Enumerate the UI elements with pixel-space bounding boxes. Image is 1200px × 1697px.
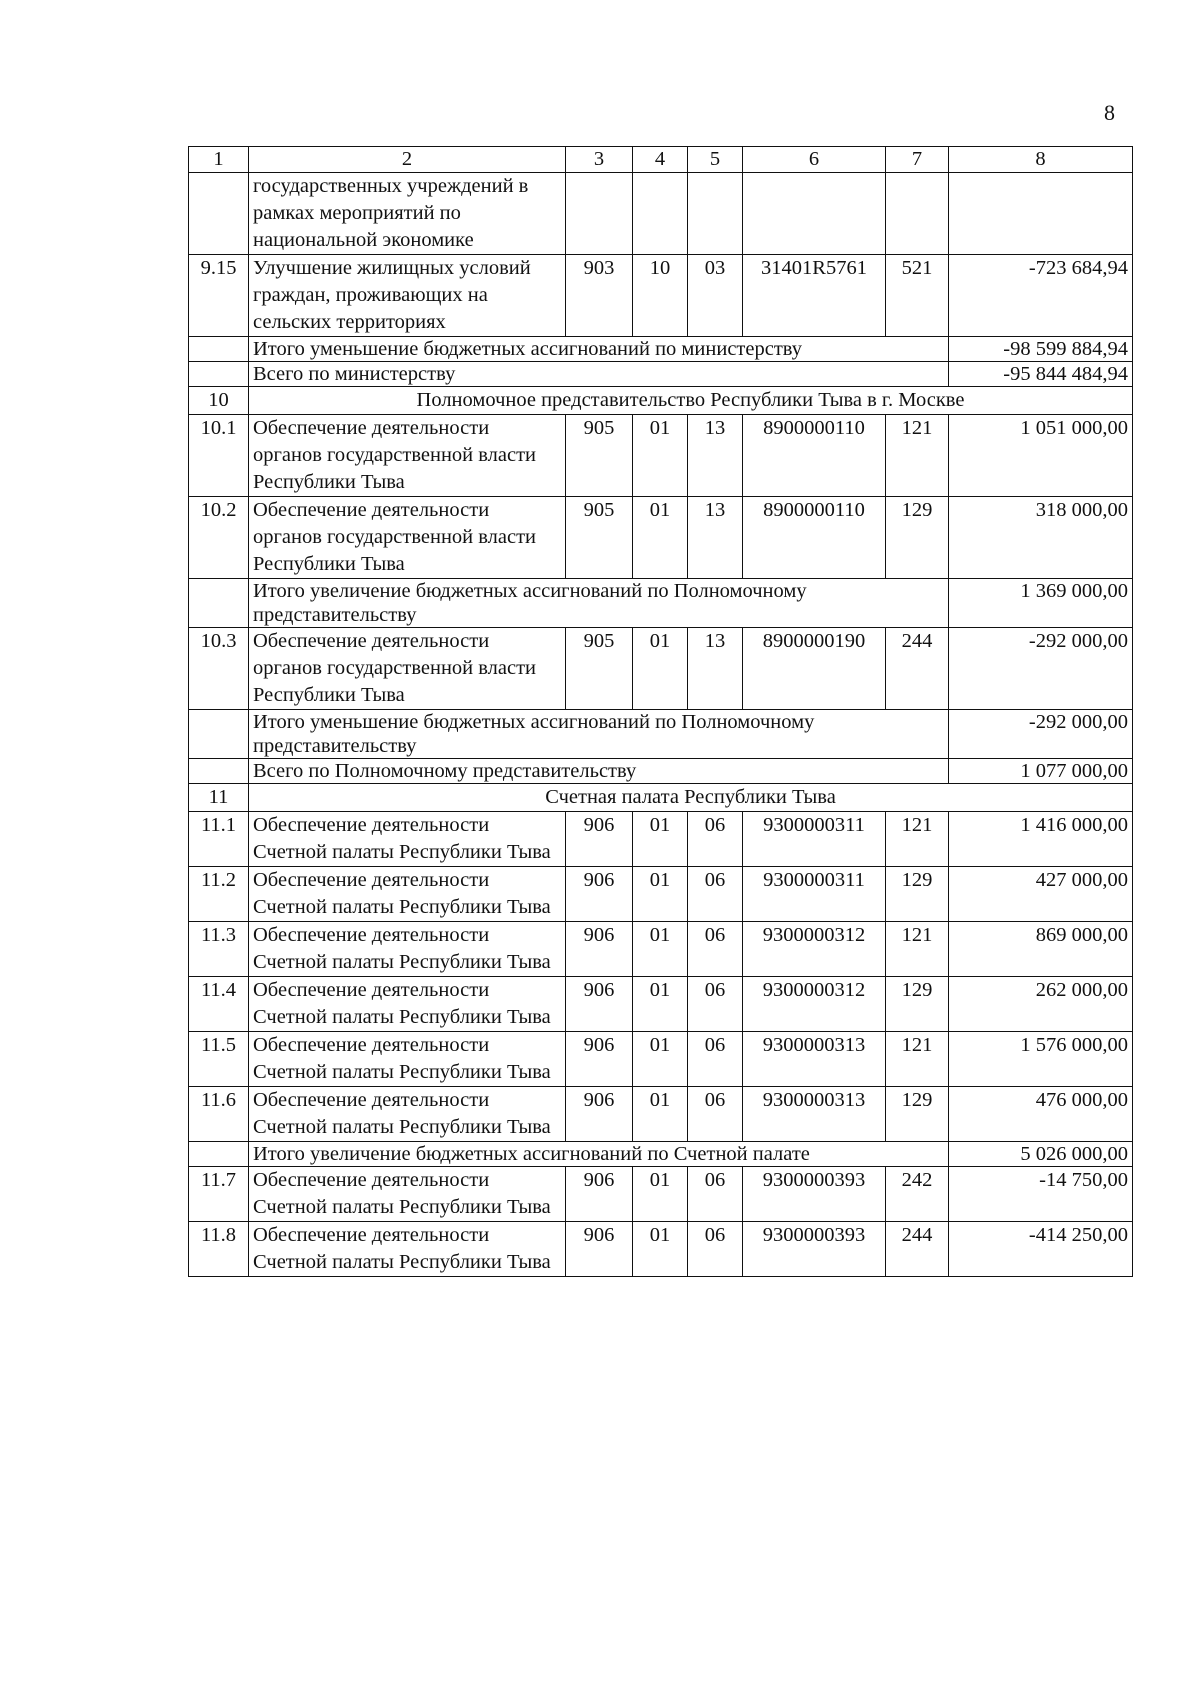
total-amount: -95 844 484,94 xyxy=(949,362,1133,387)
row-number: 10.2 xyxy=(189,497,249,579)
row-number: 11.7 xyxy=(189,1167,249,1222)
row-code-expense-type: 121 xyxy=(886,415,949,497)
row-code-target: 9300000311 xyxy=(743,867,886,922)
row-number xyxy=(189,337,249,362)
row-number xyxy=(189,579,249,628)
row-name: Обеспечение деятельности Счетной палаты Республики Тыва xyxy=(249,1167,566,1222)
row-code-target: 8900000110 xyxy=(743,497,886,579)
table-row xyxy=(189,173,1133,255)
section-title: Полномочное представительство Республики Тыва в г. Москве xyxy=(249,387,1133,415)
section-row xyxy=(189,784,1133,812)
header-cell-1: 1 xyxy=(189,147,249,173)
table-row xyxy=(189,922,1133,977)
row-code-ministry: 906 xyxy=(566,1222,633,1277)
row-name: Обеспечение деятельности органов государственной власти Республики Тыва xyxy=(249,497,566,579)
row-name: Обеспечение деятельности Счетной палаты Республики Тыва xyxy=(249,1087,566,1142)
row-amount: -723 684,94 xyxy=(949,255,1133,337)
row-code-subsection: 06 xyxy=(688,1032,743,1087)
row-name: Обеспечение деятельности Счетной палаты Республики Тыва xyxy=(249,867,566,922)
row-code-subsection: 06 xyxy=(688,867,743,922)
table-row xyxy=(189,812,1133,867)
total-row xyxy=(189,579,1133,628)
row-number: 11.6 xyxy=(189,1087,249,1142)
total-row xyxy=(189,362,1133,387)
row-code-section: 01 xyxy=(633,1167,688,1222)
row-code-subsection: 13 xyxy=(688,497,743,579)
row-code-expense-type: 244 xyxy=(886,628,949,710)
row-code-subsection: 03 xyxy=(688,255,743,337)
row-number xyxy=(189,173,249,255)
row-code-expense-type xyxy=(886,173,949,255)
header-row xyxy=(189,147,1133,173)
row-name: Улучшение жилищных условий граждан, проживающих на сельских территориях xyxy=(249,255,566,337)
row-amount: -292 000,00 xyxy=(949,628,1133,710)
row-code-subsection xyxy=(688,173,743,255)
total-amount: 1 077 000,00 xyxy=(949,759,1133,784)
total-amount: 1 369 000,00 xyxy=(949,579,1133,628)
row-name: Обеспечение деятельности Счетной палаты Республики Тыва xyxy=(249,922,566,977)
row-code-ministry: 906 xyxy=(566,1032,633,1087)
total-label: Итого уменьшение бюджетных ассигнований по министерству xyxy=(249,337,949,362)
row-code-expense-type: 129 xyxy=(886,1087,949,1142)
row-code-ministry: 905 xyxy=(566,497,633,579)
total-row xyxy=(189,1142,1133,1167)
budget-table xyxy=(188,146,1133,1277)
row-code-ministry: 906 xyxy=(566,1167,633,1222)
row-code-section: 10 xyxy=(633,255,688,337)
table-row xyxy=(189,1222,1133,1277)
total-row xyxy=(189,337,1133,362)
row-code-section: 01 xyxy=(633,628,688,710)
total-amount: -98 599 884,94 xyxy=(949,337,1133,362)
row-number xyxy=(189,710,249,759)
table-row xyxy=(189,977,1133,1032)
table-row xyxy=(189,415,1133,497)
row-code-section: 01 xyxy=(633,1222,688,1277)
row-name: Обеспечение деятельности Счетной палаты Республики Тыва xyxy=(249,977,566,1032)
row-code-target: 9300000313 xyxy=(743,1032,886,1087)
row-code-section: 01 xyxy=(633,1087,688,1142)
row-code-expense-type: 121 xyxy=(886,812,949,867)
section-number: 10 xyxy=(189,387,249,415)
row-code-ministry xyxy=(566,173,633,255)
row-amount: 318 000,00 xyxy=(949,497,1133,579)
row-number xyxy=(189,362,249,387)
row-code-target: 8900000110 xyxy=(743,415,886,497)
row-code-expense-type: 242 xyxy=(886,1167,949,1222)
row-number: 11.1 xyxy=(189,812,249,867)
row-code-target: 9300000313 xyxy=(743,1087,886,1142)
row-code-subsection: 06 xyxy=(688,977,743,1032)
row-amount xyxy=(949,173,1133,255)
table-row xyxy=(189,1087,1133,1142)
total-label: Итого увеличение бюджетных ассигнований по Счетной палате xyxy=(249,1142,949,1167)
row-code-target: 9300000311 xyxy=(743,812,886,867)
row-code-section: 01 xyxy=(633,497,688,579)
page-number: 8 xyxy=(1104,100,1115,125)
header-cell-7: 7 xyxy=(886,147,949,173)
row-code-ministry: 905 xyxy=(566,628,633,710)
row-code-expense-type: 129 xyxy=(886,497,949,579)
row-number: 11.4 xyxy=(189,977,249,1032)
row-amount: 1 051 000,00 xyxy=(949,415,1133,497)
row-code-subsection: 06 xyxy=(688,1087,743,1142)
row-code-ministry: 906 xyxy=(566,922,633,977)
row-code-section: 01 xyxy=(633,977,688,1032)
total-amount: -292 000,00 xyxy=(949,710,1133,759)
row-code-section xyxy=(633,173,688,255)
row-code-subsection: 06 xyxy=(688,1222,743,1277)
row-code-ministry: 903 xyxy=(566,255,633,337)
row-code-section: 01 xyxy=(633,922,688,977)
total-label: Итого увеличение бюджетных ассигнований по Полномочному представительству xyxy=(249,579,949,628)
row-code-expense-type: 121 xyxy=(886,922,949,977)
row-amount: -14 750,00 xyxy=(949,1167,1133,1222)
table-row xyxy=(189,867,1133,922)
row-number: 11.3 xyxy=(189,922,249,977)
row-amount: 869 000,00 xyxy=(949,922,1133,977)
table-row xyxy=(189,497,1133,579)
header-cell-6: 6 xyxy=(743,147,886,173)
section-title: Счетная палата Республики Тыва xyxy=(249,784,1133,812)
row-amount: 1 416 000,00 xyxy=(949,812,1133,867)
row-code-target: 8900000190 xyxy=(743,628,886,710)
row-code-subsection: 06 xyxy=(688,922,743,977)
header-cell-3: 3 xyxy=(566,147,633,173)
row-code-section: 01 xyxy=(633,1032,688,1087)
row-amount: 262 000,00 xyxy=(949,977,1133,1032)
table-row xyxy=(189,255,1133,337)
row-code-subsection: 06 xyxy=(688,1167,743,1222)
row-code-ministry: 905 xyxy=(566,415,633,497)
row-code-expense-type: 129 xyxy=(886,977,949,1032)
table-row xyxy=(189,1167,1133,1222)
row-code-ministry: 906 xyxy=(566,867,633,922)
row-number xyxy=(189,759,249,784)
row-code-target: 9300000393 xyxy=(743,1222,886,1277)
row-name: Обеспечение деятельности Счетной палаты Республики Тыва xyxy=(249,1032,566,1087)
row-code-subsection: 06 xyxy=(688,812,743,867)
row-code-target: 9300000312 xyxy=(743,922,886,977)
row-code-section: 01 xyxy=(633,867,688,922)
row-code-ministry: 906 xyxy=(566,812,633,867)
section-number: 11 xyxy=(189,784,249,812)
row-name: государственных учреждений в рамках мероприятий по национальной экономике xyxy=(249,173,566,255)
header-cell-8: 8 xyxy=(949,147,1133,173)
row-number: 10.3 xyxy=(189,628,249,710)
row-code-target: 31401R5761 xyxy=(743,255,886,337)
total-label: Итого уменьшение бюджетных ассигнований по Полномочному представительству xyxy=(249,710,949,759)
row-name: Обеспечение деятельности органов государственной власти Республики Тыва xyxy=(249,415,566,497)
row-code-target xyxy=(743,173,886,255)
row-name: Обеспечение деятельности Счетной палаты Республики Тыва xyxy=(249,1222,566,1277)
row-code-section: 01 xyxy=(633,812,688,867)
row-code-expense-type: 521 xyxy=(886,255,949,337)
total-label: Всего по министерству xyxy=(249,362,949,387)
total-row xyxy=(189,710,1133,759)
row-amount: -414 250,00 xyxy=(949,1222,1133,1277)
row-number xyxy=(189,1142,249,1167)
row-code-target: 9300000312 xyxy=(743,977,886,1032)
table-row xyxy=(189,628,1133,710)
table-row xyxy=(189,1032,1133,1087)
row-number: 10.1 xyxy=(189,415,249,497)
row-name: Обеспечение деятельности Счетной палаты Республики Тыва xyxy=(249,812,566,867)
header-cell-4: 4 xyxy=(633,147,688,173)
row-code-subsection: 13 xyxy=(688,628,743,710)
row-number: 11.2 xyxy=(189,867,249,922)
header-cell-5: 5 xyxy=(688,147,743,173)
row-amount: 427 000,00 xyxy=(949,867,1133,922)
row-code-ministry: 906 xyxy=(566,977,633,1032)
row-name: Обеспечение деятельности органов государственной власти Республики Тыва xyxy=(249,628,566,710)
row-amount: 1 576 000,00 xyxy=(949,1032,1133,1087)
total-label: Всего по Полномочному представительству xyxy=(249,759,949,784)
header-cell-2: 2 xyxy=(249,147,566,173)
row-amount: 476 000,00 xyxy=(949,1087,1133,1142)
total-amount: 5 026 000,00 xyxy=(949,1142,1133,1167)
row-number: 11.8 xyxy=(189,1222,249,1277)
row-code-target: 9300000393 xyxy=(743,1167,886,1222)
table-body xyxy=(189,147,1133,1277)
row-code-expense-type: 121 xyxy=(886,1032,949,1087)
total-row xyxy=(189,759,1133,784)
row-number: 11.5 xyxy=(189,1032,249,1087)
row-code-expense-type: 244 xyxy=(886,1222,949,1277)
section-row xyxy=(189,387,1133,415)
row-number: 9.15 xyxy=(189,255,249,337)
row-code-subsection: 13 xyxy=(688,415,743,497)
row-code-section: 01 xyxy=(633,415,688,497)
row-code-expense-type: 129 xyxy=(886,867,949,922)
row-code-ministry: 906 xyxy=(566,1087,633,1142)
